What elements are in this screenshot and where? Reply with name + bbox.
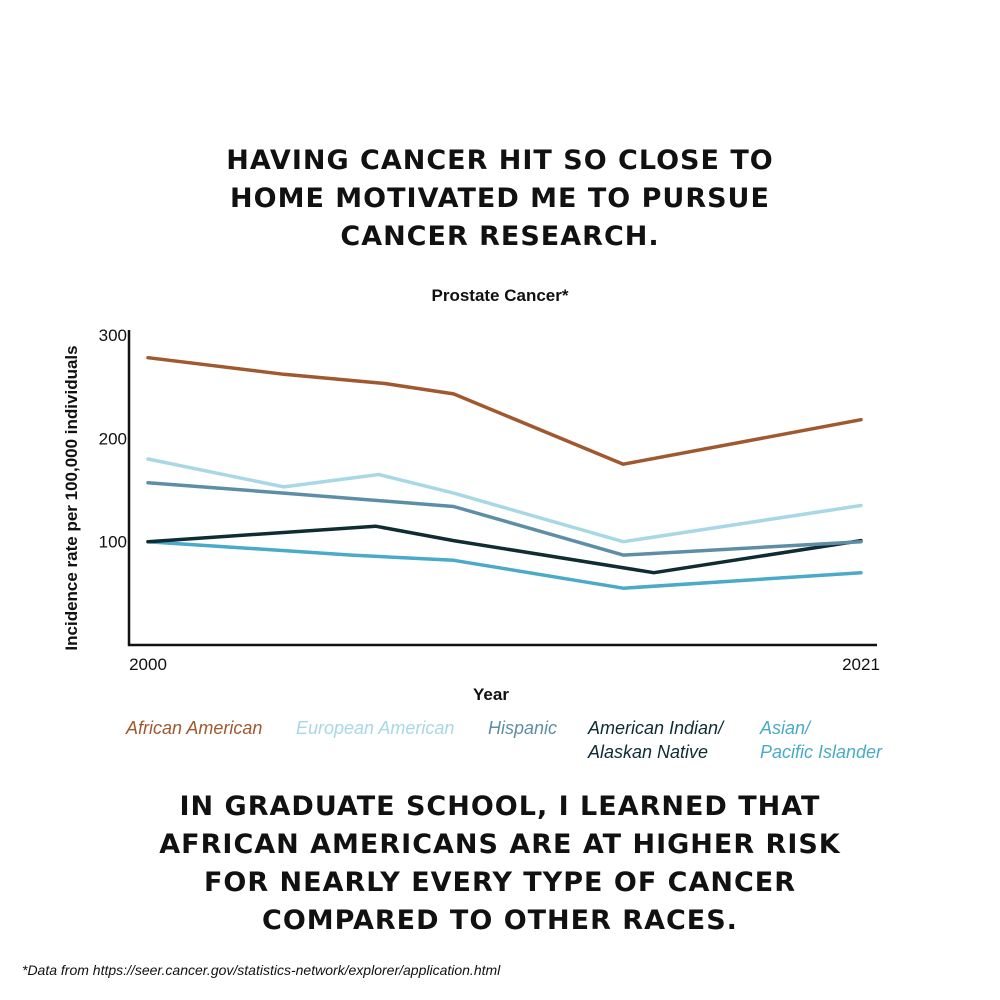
legend-american-indian-alaskan-native (588, 716, 723, 764)
heading-top (0, 142, 1000, 256)
heading-bottom-line: AFRICAN AMERICANS ARE AT HIGHER RISK (159, 829, 841, 860)
legend-asian-pacific-islander (760, 716, 882, 764)
y-tick-label: 200 (98, 429, 127, 449)
legend-label: American Indian/ (588, 718, 724, 738)
heading-top-line: CANCER RESEARCH. (340, 221, 660, 252)
prostate-cancer-chart (0, 310, 1000, 710)
heading-bottom-line: FOR NEARLY EVERY TYPE OF CANCER (203, 867, 797, 898)
legend-label: European American (296, 718, 455, 738)
y-axis-label: Incidence rate per 100,000 individuals (62, 345, 81, 651)
x-tick-label: 2021 (842, 655, 880, 674)
legend-african-american (126, 716, 262, 740)
x-axis-label: Year (473, 685, 509, 704)
x-tick-label: 2000 (129, 655, 167, 674)
legend-label: Asian/ (760, 718, 811, 738)
legend-european-american (296, 716, 454, 740)
legend-label: Pacific Islander (760, 742, 883, 762)
data-source-footnote: *Data from https://seer.cancer.gov/statistics-network/explorer/application.html (22, 962, 501, 978)
chart-title: Prostate Cancer* (431, 286, 569, 305)
heading-bottom (0, 788, 1000, 940)
legend-label: Alaskan Native (588, 742, 709, 762)
series-line-european-american (148, 459, 861, 542)
series-line-hispanic (148, 483, 861, 555)
y-tick-label: 300 (98, 326, 127, 345)
heading-bottom-line: IN GRADUATE SCHOOL, I LEARNED THAT (179, 791, 821, 822)
legend-label: Hispanic (488, 718, 558, 738)
y-tick-label: 100 (98, 532, 127, 552)
legend-hispanic (488, 716, 557, 740)
heading-bottom-line: COMPARED TO OTHER RACES. (262, 905, 738, 936)
legend-label: African American (126, 718, 263, 738)
series-line-african-american (148, 358, 861, 465)
heading-top-line: HOME MOTIVATED ME TO PURSUE (230, 183, 770, 214)
heading-top-line: HAVING CANCER HIT SO CLOSE TO (226, 145, 774, 176)
